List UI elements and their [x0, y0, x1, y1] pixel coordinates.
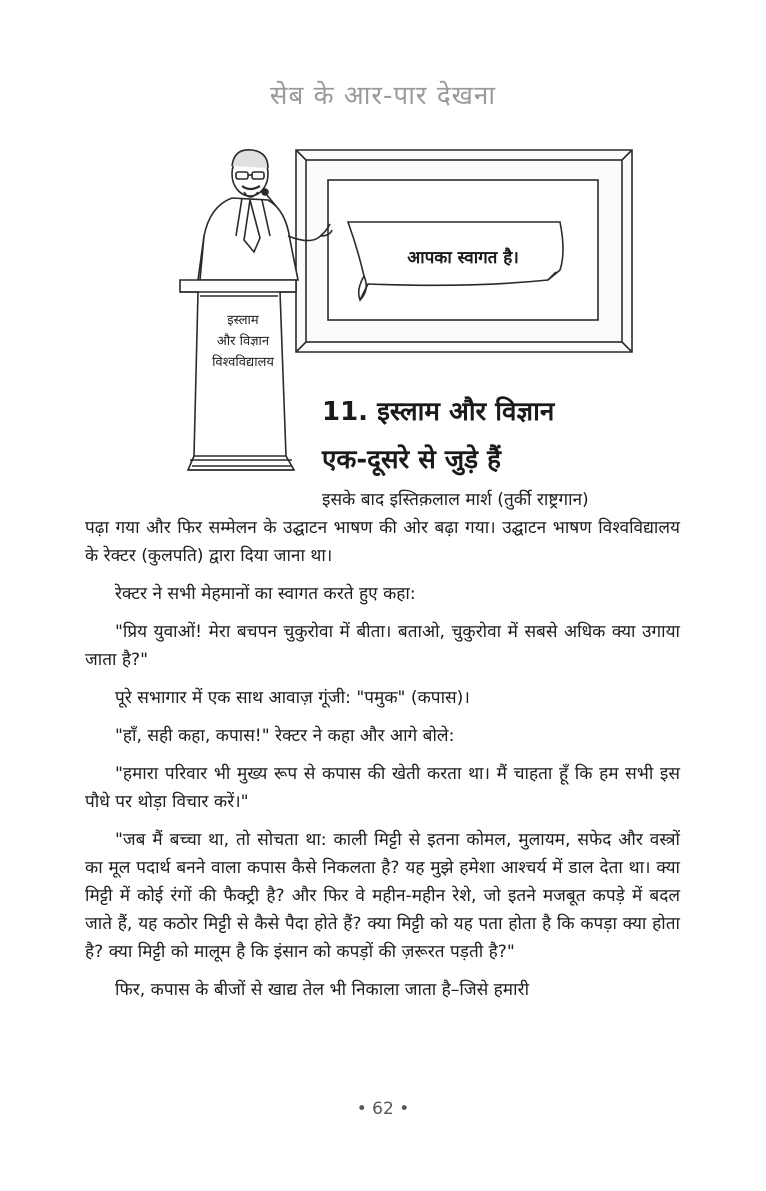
- paragraph: रेक्टर ने सभी मेहमानों का स्वागत करते हुए कहा:: [115, 584, 416, 604]
- body-text: [85, 486, 680, 1014]
- paragraph: "हाँ, सही कहा, कपास!" रेक्टर ने कहा और आगे बोले:: [115, 726, 455, 746]
- paragraph-1-continued: पढ़ा गया और फिर सम्मेलन के उद्घाटन भाषण की ओर बढ़ा गया। उद्घाटन भाषण विश्वविद्यालय के रेक्टर (कुलपति) द्वारा दिया जाना था।: [85, 518, 680, 566]
- paragraph: "जब मैं बच्चा था, तो सोचता था: काली मिट्टी से इतना कोमल, मुलायम, सफेद और वस्त्रों का मूल पदार्थ बनने वाला कपास कैसे निकलता है? यह मुझे हमेशा आश्चर्य में डाल देता था। क्या मिट्टी में कोई रंगों की फैक्ट्री है? और फिर वे महीन-महीन रेशे, जो इतने मजबूत कपड़े में बदल जाते हैं, यह कठोर मिट्टी से कैसे पैदा होते हैं? क्या मिट्टी को यह पता होता है कि कपड़ा क्या होता है? क्या मिट्टी को मालूम है कि इंसान को कपड़ों की ज़रूरत पड़ती है?": [85, 830, 680, 962]
- chapter-title-line-1: 11. इस्लाम और विज्ञान: [322, 397, 555, 427]
- page-number: • 62 •: [356, 1099, 410, 1119]
- running-head: सेब के आर-पार देखना: [269, 81, 497, 111]
- welcome-banner-text: आपका स्वागत है।: [407, 248, 519, 268]
- paragraph: फिर, कपास के बीजों से खाद्य तेल भी निकाला जाता है–जिसे हमारी: [115, 980, 530, 1000]
- chapter-title-line-2: एक-दूसरे से जुड़े हैं: [322, 445, 501, 475]
- paragraph: "प्रिय युवाओं! मेरा बचपन चुकुरोवा में बीता। बताओ, चुकुरोवा में सबसे अधिक क्या उगाया जाता है?": [85, 622, 680, 670]
- paragraph-1-start: इसके बाद इस्तिक़लाल मार्श (तुर्की राष्ट्रगान): [322, 490, 589, 510]
- chapter-title: [322, 388, 742, 484]
- podium-line: विश्वविद्यालय: [212, 355, 274, 370]
- paragraph: पूरे सभागार में एक साथ आवाज़ गूंजी: "पमुक" (कपास)।: [115, 688, 470, 708]
- paragraph: "हमारा परिवार भी मुख्य रूप से कपास की खेती करता था। मैं चाहता हूँ कि हम सभी इस पौधे पर थोड़ा विचार करें।": [85, 764, 680, 812]
- podium-label: [193, 310, 293, 373]
- podium-line: और विज्ञान: [216, 334, 270, 349]
- podium-line: इस्लाम: [227, 313, 259, 328]
